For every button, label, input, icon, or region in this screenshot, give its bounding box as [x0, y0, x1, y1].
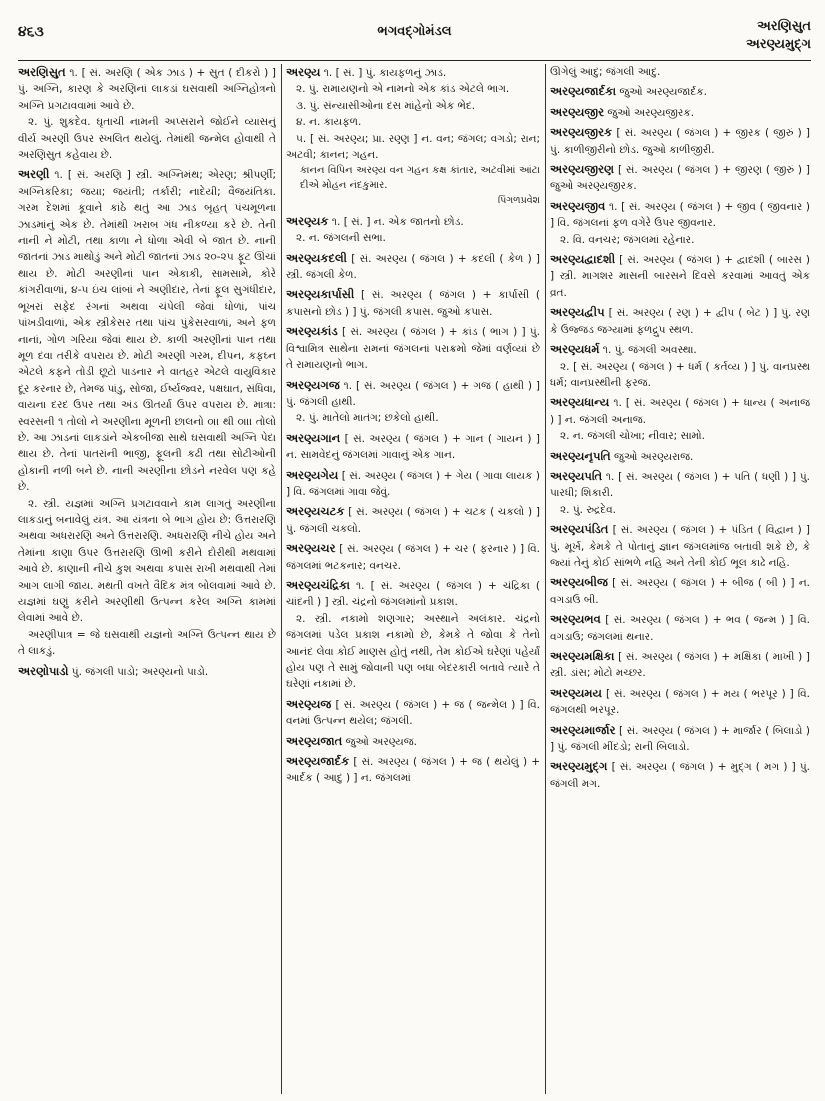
definition-text: [ સં. અરણ્ય ( જંગલ ) + ભવ ( જન્મ ) ] વિ. વગડાઉ; જંગલમાં થનાર. [550, 614, 810, 643]
dictionary-entry [286, 540, 540, 574]
definition-paragraph [286, 467, 540, 501]
definition-text: [ સં. અરણ્ય ( જંગલ ) + કાર્પાસી ( કપાસનો છોડ ) ] પું. જંગલી કપાસ. જુઓ કપાસ. [286, 289, 540, 318]
definition-paragraph [286, 114, 540, 130]
dictionary-entry [286, 323, 540, 373]
dictionary-entry [286, 696, 540, 730]
definition-paragraph [286, 733, 540, 750]
headword: અરણ્યગેય [286, 467, 339, 482]
column-divider [545, 64, 546, 1094]
definition-text: ૧. [ સં. અરણ્ય ( જંગલ ) + ગજ ( હાથી ) ] પું. જંગલી હાથી. [286, 379, 540, 408]
dictionary-entry [550, 83, 810, 100]
definition-text: જુઓ અરણ્યજીરક. [607, 106, 695, 119]
definition-paragraph [550, 611, 810, 645]
definition-text: ૨. સ્ત્રી. યજ્ઞમાં અગ્નિ પ્રગટાવવાને કામ લાગતું અરણીના લાકડાનું બનાવેલું યંત્ર. આ યંત્રના બે ભાગ હોય છે: ઉત્તરારણિ અથવા અધરારણિ અને ઉત્તરારણિ. અધરારણિ નીચે હોય અને તેમાંના કાણા ઉપર ઉત્તરારણિ ઊભી કરીને દોરીથી મથવામાં આવે છે. કાણાની નીચે કુશ અથવા કપાસ રાખી મથવાથી તેમાં આગ લાગી જાય. મથતી વખતે વૈદિક મંત્ર બોલવામાં આવે છે. યજ્ઞમાં ઘણું કરીને અરણીથી ઉત્પન્ન કરેલ અગ્નિ કામમાં લેવામાં આવે છે. [18, 497, 276, 625]
dictionary-entry [550, 521, 810, 571]
definition-paragraph [18, 114, 276, 163]
column-3 [550, 64, 810, 1094]
dictionary-entry [286, 733, 540, 750]
definition-paragraph [550, 648, 810, 682]
definition-paragraph [550, 758, 810, 792]
dictionary-entry [286, 213, 540, 247]
definition-paragraph [286, 64, 540, 81]
headword: અરણોપાડો [18, 663, 69, 678]
headword: અરણ્યચંદ્રિકા [286, 577, 350, 592]
definition-paragraph [286, 377, 540, 411]
dictionary-entry [550, 722, 810, 756]
dictionary-entry [286, 64, 540, 210]
definition-paragraph [550, 685, 810, 719]
definition-text: ૧. [ સં. અરણિ ( એક ઝાડ ) + સુત ( દીકરો ) ] પું. અગ્નિ, કારણ કે અરણિનાં લાકડાં ઘસવાથી અગ્નિહોત્રનો અગ્નિ પ્રગટાવવામાં આવે છે. [18, 67, 276, 112]
definition-text: ૧. [ સં. ] ન. એક જાતનો છોડ. [331, 215, 464, 228]
dictionary-entry [550, 574, 810, 608]
column-divider [281, 64, 282, 1094]
definition-text: ૪. ન. કાયફળ. [296, 116, 362, 129]
definition-text: ૨. પું. રામાયણનો એ નામનો એક કાંડ એટલે ભાગ. [296, 83, 510, 96]
headword: અરણ્યકાંડ [286, 324, 338, 339]
definition-text: ૨. વિ. વનચર; જંગલમાં રહેનાર. [560, 233, 695, 246]
definition-text: [ સં. અરણ્ય ( જંગલ ) + ગેય ( ગાવા લાયક ) ] વિ. જંગલમાં ગાવા જેવું. [286, 469, 540, 498]
definition-text: [ સં. અરણ્ય ( જંગલ ) + બીજ ( બી ) ] ન. વગડાઉ બી. [550, 577, 810, 606]
headword: અરણ્યજ [286, 696, 332, 711]
quotation: કાનન વિપિન અરણ્ય વન ગહન કક્ષ કાંતાર, અટવીમાં આંટા દીએ મોહન નંદકુમાર. [300, 165, 540, 192]
definition-paragraph [550, 521, 810, 571]
definition-text: [ સં. અરણ્ય ( જંગલ ) + જીરક ( જીરું ) ] પું. કાળીજીરીનો છોડ. જુઓ કાળીજીરી. [550, 127, 810, 156]
definition-text: ૨. સ્ત્રી. નકામો શણગાર; અસ્થાને અલંકાર. ચંદ્રનો જંગલમાં પડેલ પ્રકાશ નકામો છે, કેમકે તે જોવા કે તેનો આનંદ લેવા કોઈ માણસ હોતું નથી, તેમ કોઈએ ઘરેણાં પહેર્યાં હોય પણ તે સામું જોવાની પણ બધા બેદરકારી બતાવે ત્યારે તે ઘરેણાં નકામાં છે. [286, 612, 540, 691]
definition-text: [ સં. અરણ્ય ( જંગલ ) + ચટક ( ચકલો ) ] પું. જંગલી ચકલો. [286, 506, 540, 535]
definition-text: [ સં. અરણ્ય ( જંગલ ) + કદલી ( કેળ ) ] સ્ત્રી. જંગલી કેળ. [286, 252, 540, 282]
definition-text: ૧. [ સં. અરણ્ય ( જંગલ ) + ધાન્ય ( અનાજ ) ] ન. જંગલી અનાજ. [550, 397, 810, 426]
definition-paragraph [550, 341, 810, 358]
definition-paragraph [550, 198, 810, 232]
definition-paragraph [286, 430, 540, 464]
definition-paragraph [286, 213, 540, 230]
definition-paragraph [18, 663, 276, 680]
definition-paragraph [550, 104, 810, 121]
column-1 [18, 64, 276, 1094]
dictionary-entry [286, 467, 540, 501]
dictionary-entry [550, 198, 810, 248]
headword: અરણ્યજીરક [550, 125, 613, 140]
definition-paragraph [18, 166, 276, 495]
dictionary-entry [286, 503, 540, 537]
definition-paragraph [286, 611, 540, 693]
definition-text: અરણીપાત્ર = જે ઘસવાથી યજ્ઞનો અગ્નિ ઉત્પન્ન થાય છે તે લાકડું. [18, 628, 276, 658]
page-number: ૪૬૩ [18, 24, 44, 40]
definition-paragraph [286, 286, 540, 320]
definition-text: [ સં. અરણ્ય ( રણ ) + દ્વીપ ( બેટ ) ] પું. રણ કે ઉજ્જડ જગ્યામાં ફળદ્રુપ સ્થળ. [550, 307, 810, 336]
dictionary-entry [550, 161, 810, 195]
definition-paragraph [286, 323, 540, 373]
dictionary-entry [286, 286, 540, 320]
headword: અરણી [18, 167, 50, 182]
dictionary-entry [18, 64, 276, 163]
dictionary-entry [550, 448, 810, 465]
definition-text: ૨. [ સં. અરણ્ય ( જંગલ ) + ધર્મ ( કર્તવ્ય ) ] પું. વાનપ્રસ્થ ધર્મ; વાનપ્રસ્થીની ફરજ. [550, 360, 810, 389]
guide-words [746, 18, 811, 54]
definition-paragraph [550, 124, 810, 158]
definition-text: ૩. પું. સંન્યાસીઓના દસ માંહેનો એક ભેદ. [296, 99, 476, 112]
definition-text: ૧. પું. જંગલી અવસ્થા. [602, 344, 697, 357]
definition-paragraph [286, 230, 540, 246]
headword: અરણ્યભવ [550, 612, 601, 627]
dictionary-entry [550, 64, 810, 80]
dictionary-entry [550, 758, 810, 792]
definition-text: જુઓ અરણ્યરાજ. [614, 450, 694, 463]
definition-text: ઊગેલું આદુ; જંગલી આદુ. [550, 66, 661, 78]
headword: અરણ્યપંડિત [550, 522, 609, 537]
headword: અરણ્યજીર [550, 104, 605, 119]
definition-paragraph [18, 627, 276, 660]
definition-paragraph [550, 161, 810, 195]
definition-text: ૨. ન. જંગલી ચોખા; નીવાર; સામો. [560, 430, 706, 443]
page-header [18, 14, 811, 61]
headword: અરણ્યપતિ [550, 468, 603, 483]
dictionary-entry [550, 468, 810, 518]
dictionary-entry [18, 663, 276, 680]
definition-text: [ સં. અરણ્ય ( જંગલ ) + જીરણ ( જીરું ) ] જુઓ અરણ્યજીરક. [550, 164, 810, 193]
column-2 [286, 64, 540, 1094]
definition-text: પું. જંગલી પાડો; અરણ્યનો પાડો. [71, 665, 209, 678]
definition-text: જુઓ અરણ્યજાર્દક. [619, 86, 708, 99]
headword: અરણ્યદ્વીપ [550, 305, 605, 320]
dictionary-entry [550, 104, 810, 121]
definition-paragraph [550, 502, 810, 518]
headword: અરણ્યજાર્દકા [550, 84, 617, 99]
headword: અરણ્યજાત [286, 733, 343, 748]
definition-paragraph [550, 394, 810, 428]
definition-text: ૧. [ સં. ] પું. કાયફળનું ઝાડ. [323, 67, 447, 79]
headword: અરણિસુત [18, 65, 66, 79]
definition-paragraph [550, 428, 810, 444]
dictionary-entry [550, 648, 810, 682]
definition-paragraph [550, 251, 810, 301]
definition-paragraph [550, 232, 810, 248]
definition-text: ૨. પું. રુદ્રદેવ. [560, 503, 616, 516]
definition-text: ૫. [ સં. અરણ્ય; પ્રા. રણ્ણ ] ન. વન; જંગલ; વગડો; રાન; અટવી; કાનન; ગહન. [286, 132, 540, 162]
guide-word-last: અરણ્યમુદ્ગ [746, 37, 811, 52]
dictionary-entry [286, 753, 540, 787]
headword: અરણ્યગજ [286, 377, 340, 392]
headword: અરણ્યમક્ષિકા [550, 649, 615, 663]
guide-word-first: અરણિસુત [757, 19, 811, 34]
dictionary-entry [550, 251, 810, 301]
headword: અરણ્યજીવ [550, 198, 606, 213]
definition-paragraph [18, 64, 276, 114]
definition-text: ૧. [ સં. અરણ્ય ( જંગલ ) + પતિ ( ધણી ) ] પું. પારધી; શિકારી. [550, 470, 810, 500]
headword: અરણ્યગાન [286, 430, 341, 445]
definition-text: [ સં. અરણ્ય ( જંગલ ) + ચર ( ફરનાર ) ] વિ. જંગલમાં ભટકનાર; વનચર. [286, 543, 540, 572]
dictionary-entry [286, 430, 540, 464]
headword: અરણ્યચટક [286, 504, 345, 519]
headword: અરણ્ય [286, 65, 321, 79]
page-title: ભગવદ્ગોમંડલ [377, 24, 452, 39]
headword: અરણ્યચર [286, 541, 336, 556]
definition-text: ૧. [ સં. અરણ્ય ( જંગલ ) + ચંદ્રિકા ( ચાંદની ) ] સ્ત્રી. ચંદ્રનો જંગલમાંનો પ્રકાશ. [286, 579, 540, 609]
quotation-source: પિંગળપ્રવેશ [497, 195, 540, 207]
definition-paragraph [286, 131, 540, 164]
definition-paragraph [286, 250, 540, 284]
definition-text: [ સં. અરણ્ય ( જંગલ ) + મક્ષિકા ( માખી ) ] સ્ત્રી. ડાંસ; મોટો મચ્છર. [550, 651, 810, 680]
dictionary-entry [550, 685, 810, 719]
definition-text: જુઓ અરણ્યજ. [345, 735, 417, 748]
definition-paragraph [18, 496, 276, 627]
headword: અરણ્યમય [550, 685, 602, 700]
definition-paragraph [286, 98, 540, 114]
definition-paragraph [550, 448, 810, 465]
definition-paragraph [550, 64, 810, 80]
definition-text: ૨. પું. શુકદેવ. ઘૃતાચી નામની અપ્સરાને જોઈને વ્યાસનું વીર્ય અરણી ઉપર સ્ખલિત થયેલું. તેમાંથી જન્મેલ હોવાથી તે અરણિસુત કહેવાય છે. [18, 116, 276, 162]
definition-text: [ સં. અરણ્ય ( જંગલ ) + જ ( જન્મેલ ) ] વિ. વનમાં ઉત્પન્ન થયેલ; જંગલી. [286, 698, 540, 728]
definition-text: [ સં. અરણ્ય ( જંગલ ) + માર્જાર ( બિલાડો ) ] પું. જંગલી મીંદડો; રાની બિલાડો. [550, 724, 810, 754]
definition-paragraph [550, 359, 810, 392]
definition-paragraph [550, 83, 810, 100]
headword: અરણ્યકદલી [286, 250, 347, 265]
dictionary-entry [550, 124, 810, 158]
definition-text: [ સં. અરણ્ય ( જંગલ ) + જ ( થયેલું ) + આર્દક ( આદુ ) ] ન. જંગલમાં [286, 756, 540, 785]
definition-paragraph [550, 574, 810, 608]
headword: અરણ્યનૃપતિ [550, 448, 611, 463]
definition-text: ૧. [ સં. અરણિ ] સ્ત્રી. અગ્નિમંથ; એરણ; શ્રીપર્ણી; અગ્નિકરિકા; જયા; જયંતી; તર્કારી; નાદેયી; વૈજયંતિકા. ગરમ દેશમાં કૂવાને કાંઠે થતું આ ઝાડ બૃહત્ પંચમૂળના ઝાડમાંનું એક છે. તેમાંથી ખરાબ ગંધ નીકળ્યા કરે છે. તેની નાની ને મોટી, તથા કાળા ને ધોળા એવી બે જાત છે. નાની જાતનાં ઝાડ માથોડું અને મોટી જાતનાં ઝાડ ૨૦-૨૫ ફૂટ ઊંચાં થાય છે. મોટી અરણીનાં પાન એકાકી, સામસામે, કોરે કાંગરીવાળાં, ૪-૫ ઇંચ લાંબાં ને અણીદાર, તેનાં ફૂલ સુગંધીદાર, ભૂખરાં સફેદ રંગનાં અથવા ચંપેલી જેવાં ધોળાં, પાંચ પાંખડીવાળાં, એક સ્ત્રીકેસર તથા પાંચ પુંકેસરવાળાં, અને ફળ નાનાં, ગોળ ગરિયા જેવાં થાય છે. કાળી અરણીનાં પાન તથા મૂળ દવા તરીકે વપરાય છે. મોટી અરણી ગરમ, દીપન, કફઘ્ન એટલે કફને તોડી છૂટો પાડનાર ને વાતહર એટલે વાયુવિકાર દૂર કરનાર છે, તેમજ પાંડુ, સોજા, ઈર્ષ્યજ્વર, પક્ષઘાત, સંધિવા, વાયના દરદ ઉપર તથા અંડ ઊતર્યા ઉપર વપરાય છે. માત્રા: સ્વરસની ૧ તોલો ને અરણીના મૂળની છાલનો ૦।। થી ૦।।। તોલો છે. આ ઝાડનાં લાકડાંને એકબીજા સાથે ઘસવાથી અગ્નિ પેદા થાય છે. તેનાં પાતરાંની ભાજી, ફૂલની કઢી તથા સોટીઓની હોકાની નળી બને છે. નાની અરણીના છોડને નરવેલ પણ કહે છે. [18, 169, 276, 494]
definition-paragraph [286, 753, 540, 787]
headword: અરણ્યજાર્દક [286, 754, 350, 769]
definition-paragraph [550, 304, 810, 338]
headword: અરણ્યકાર્પાસી [286, 287, 355, 302]
headword: અરણ્યધાન્ય [550, 395, 610, 410]
headword: અરણ્યમુદ્ગ [550, 759, 608, 774]
dictionary-entry [286, 250, 540, 284]
dictionary-entry [550, 341, 810, 391]
definition-text: [ સં. અરણ્ય ( જંગલ ) + મય ( ભરપૂર ) ] વિ. જંગલથી ભરપૂર. [550, 687, 810, 717]
headword: અરણ્યમાર્જાર [550, 722, 616, 737]
headword: અરણ્યદ્વાદશી [550, 252, 616, 267]
definition-text: [ સં. અરણ્ય ( જંગલ ) + કાંડ ( ભાગ ) ] પું. વિશ્વામિત્ર સાથેના રામનાં જંગલનાં પરાક્રમો જેમાં વર્ણવ્યાં છે તે રામાયણનો ભાગ. [286, 326, 540, 372]
definition-paragraph [286, 410, 540, 426]
dictionary-entry [286, 577, 540, 693]
definition-text: [ સં. અરણ્ય ( જંગલ ) + ગાન ( ગાયન ) ] ન. સામવેદનું જંગલમાં ગાવાનું એક ગાન. [286, 432, 540, 462]
dictionary-entry [550, 611, 810, 645]
dictionary-entry [18, 166, 276, 659]
definition-paragraph [286, 503, 540, 537]
definition-paragraph [550, 722, 810, 756]
definition-text: ૧. [ સં. અરણ્ય ( જંગલ ) + જીવ ( જીવનાર ) ] વિ. જંગલનાં ફળ વગેરે ઉપર જીવનાર. [550, 200, 810, 230]
definition-text: ૨. ન. જંગલની સભા. [296, 232, 386, 245]
definition-paragraph [550, 468, 810, 502]
headword: અરણ્યજીરણ [550, 162, 615, 177]
definition-text: [ સં. અરણ્ય ( જંગલ ) + મુદ્ગ ( મગ ) ] પું. જંગલી મગ. [550, 761, 810, 790]
definition-text: [ સં. અરણ્ય ( જંગલ ) + પંડિત ( વિદ્વાન ) ] પું. મૂર્ખ, કેમકે તે પોતાનું જ્ઞાન જંગલમાંજ બતાવી શકે છે, કે જ્યાં તેનું કોઈ સાંભળે નહિ અને તેની કોઈ ભૂલ કાઢે નહિ. [550, 524, 810, 569]
definition-paragraph [286, 696, 540, 730]
dictionary-entry [286, 377, 540, 427]
definition-text: [ સં. અરણ્ય ( જંગલ ) + દ્વાદશી ( બારસ ) ] સ્ત્રી. માગશર માસની બારસને દિવસે કરવામાં આવતું એક વ્રત. [550, 254, 810, 299]
headword: અરણ્યધર્મ [550, 342, 600, 357]
definition-paragraph [286, 81, 540, 97]
headword: અરણ્યક [286, 213, 329, 228]
definition-paragraph [286, 540, 540, 574]
definition-paragraph [286, 577, 540, 611]
dictionary-entry [550, 304, 810, 338]
headword: અરણ્યબીજ [550, 575, 608, 590]
definition-text: ૨. પું. માતેલો માતંગ; છકેલો હાથી. [296, 412, 439, 425]
dictionary-entry [550, 394, 810, 444]
